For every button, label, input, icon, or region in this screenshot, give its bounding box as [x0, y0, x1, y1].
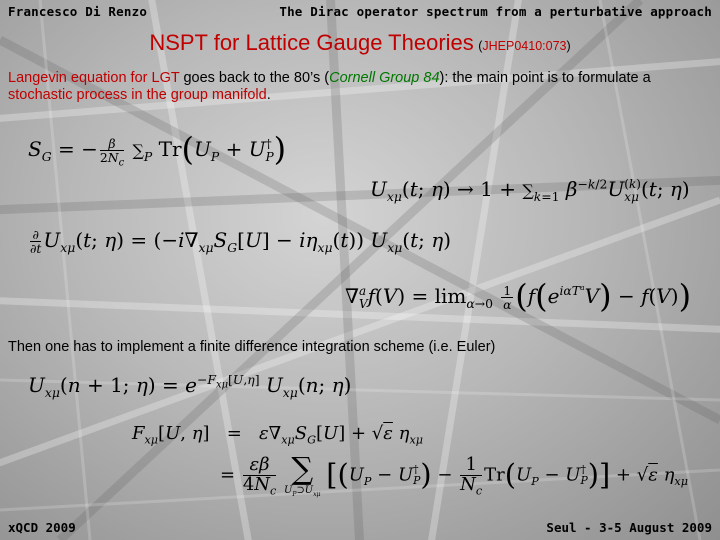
equation-perturbative-expansion: $U_{x\mu}(t$; $\eta) \to 1 + \sum_{k=1}$ $\beta^{-k/2}U$ (k) xμ (t; η): [370, 176, 690, 205]
header-author: Francesco Di Renzo: [8, 4, 148, 19]
footer-conference: xQCD 2009: [8, 520, 76, 535]
intro-highlight-stochastic: stochastic process in the group manifold: [8, 87, 267, 103]
equation-gauge-action: $S_G$ = − $\frac{\beta}{2N_c}$ $\sum_P$ $Tr(U_P + U$ † P ): [28, 130, 287, 169]
title-reference: (JHEP0410:073): [478, 39, 571, 53]
equation-group-derivative: ∇ a V $f(V) = \lim_{\alpha\to 0}$ $\frac{1}{\alpha}$ $(f(e^{i\alpha T^a}V) - f(V))$: [345, 277, 692, 315]
footer-location-date: Seul - 3-5 August 2009: [546, 520, 712, 535]
equation-force-expanded: = $\frac{\varepsilon\beta}{4N_c}$ ∑ $U_P⊃U_{x\mu}$ [($U_P - U$ † P ) − $\frac{1}{N_c}$ $Tr(U_P - U$ † P )] + √ε $\eta_{x\mu}$: [220, 452, 688, 498]
equation-euler-update: $U_{x\mu}(n + 1$; $\eta) = e^{-F_{x\mu}[U,\eta]}$ $U_{x\mu}(n$; η): [28, 372, 352, 400]
intro-highlight-langevin: Langevin equation for LGT: [8, 70, 180, 86]
intro-paragraph: Langevin equation for LGT goes back to the 80’s (Cornell Group 84): the main point is to formulate a stochastic process in the group manifold.: [8, 70, 651, 103]
reference-link[interactable]: JHEP0410:073: [482, 39, 567, 53]
slide-title-row: [0, 30, 720, 56]
equation-langevin: $\frac{\partial}{\partial t}$ $U_{x\mu}(t$; $\eta) = (-i\nabla_{x\mu}S_G[U] - i\eta_{x\mu}(t))$ $U_{x\mu}(t$; η): [30, 227, 452, 257]
equation-force-definition: $F_{x\mu}[U$, $\eta] = \varepsilon\nabla_{x\mu}S_G[U] + √\varepsilon$ $\eta_{x\mu}$: [132, 423, 423, 447]
intro-highlight-cornell: Cornell Group 84: [329, 70, 440, 86]
header-talk-title: The Dirac operator spectrum from a perturbative approach: [279, 4, 712, 19]
slide-title: NSPT for Lattice Gauge Theories: [149, 30, 474, 55]
euler-scheme-text: Then one has to implement a finite difference integration scheme (i.e. Euler): [8, 339, 496, 355]
